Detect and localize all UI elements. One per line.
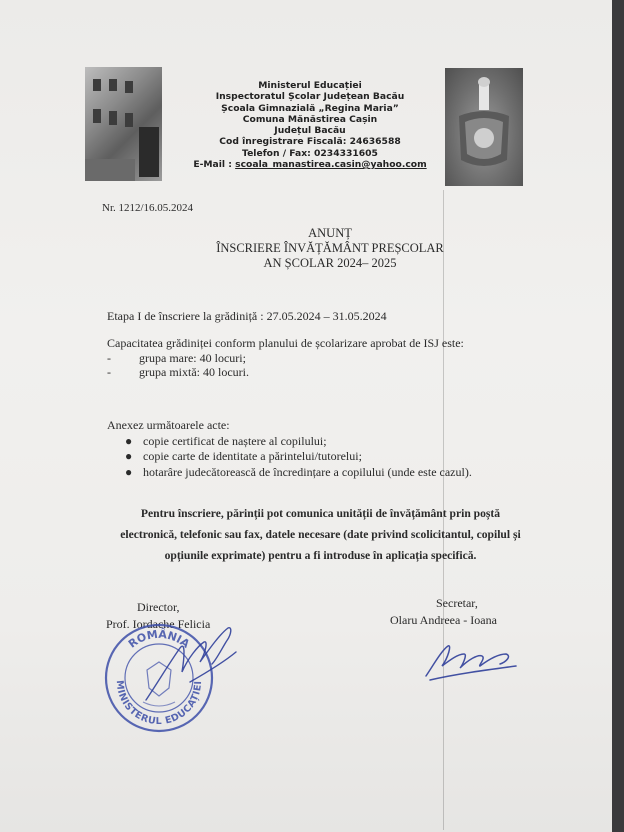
capacity-section: [107, 336, 464, 380]
group-item: - grupa mixtă: 40 locuri.: [107, 365, 249, 379]
title-line-1: ANUNȚ: [308, 226, 352, 240]
list-item: ● hotarâre judecătorească de încredințare a copilului (unde este cazul).: [125, 464, 472, 479]
list-item: ● copie carte de identitate a părintelui/tutorelui;: [125, 449, 362, 463]
director-signature: [125, 612, 243, 707]
svg-text:MINISTERUL EDUCAȚIEI: MINISTERUL EDUCAȚIEI: [113, 679, 205, 728]
email-label: E-Mail :: [193, 159, 236, 171]
enrollment-instructions: Pentru înscriere, părinții pot comunica unității de învățământ prin poștă electronică, telefonic sau fax, datele necesare (date privind scolicitantul, copilul și opțiunile exprimate) pentru a fi introduse în aplicația specifică.: [120, 507, 521, 562]
svg-text:ROMÂNIA: ROMÂNIA: [125, 627, 193, 651]
ministry-line: Ministerul Educației: [258, 80, 362, 91]
email-link[interactable]: scoala_manastirea.casin@yahoo.com: [235, 159, 427, 171]
documents-list: [107, 434, 472, 481]
school-name-line: Școala Gimnazială „Regina Maria”: [221, 102, 399, 114]
documents-section: [107, 418, 472, 480]
enrollment-stage: Etapa I de înscriere la grădiniță : 27.05.2024 – 31.05.2024: [107, 309, 387, 323]
bullet-icon: ●: [125, 464, 133, 479]
title-line-2: ÎNSCRIERE ÎNVĂȚĂMÂNT PREȘCOLAR: [216, 241, 444, 255]
school-emblem-image: [445, 68, 523, 186]
bullet-icon: ●: [125, 449, 133, 463]
title-line-3: AN ȘCOLAR 2024– 2025: [263, 256, 397, 270]
director-name: Prof. Iordache Felicia: [106, 617, 211, 631]
fiscal-code-line: Cod înregistrare Fiscală: 24636588: [219, 136, 401, 148]
list-item: ● copie certificat de naștere al copilului;: [125, 433, 327, 448]
capacity-intro: Capacitatea grădiniței conform planului de școlarizare aprobat de ISJ este:: [107, 336, 464, 350]
phone-fax-line: Telefon / Fax: 0234331605: [242, 147, 378, 159]
announcement-title: [180, 226, 480, 271]
inspectorate-line: Inspectoratul Școlar Județean Bacău: [215, 91, 405, 103]
secretary-name: Olaru Andreea - Ioana: [390, 613, 497, 627]
secretary-signature: [420, 632, 520, 688]
school-building-photo: [85, 67, 162, 181]
group-item: - grupa mare: 40 locuri;: [107, 350, 246, 365]
institution-header: [180, 80, 440, 170]
secretary-title: Secretar,: [436, 596, 478, 610]
county-line: Județul Bacău: [274, 125, 346, 137]
director-title: Director,: [137, 600, 180, 614]
bullet-icon: ●: [125, 433, 133, 448]
commune-line: Comuna Mănăstirea Cașin: [242, 113, 378, 125]
email-line: [180, 159, 440, 170]
documents-intro: Anexez următoarele acte:: [107, 418, 230, 432]
registration-number: Nr. 1212/16.05.2024: [102, 202, 194, 214]
